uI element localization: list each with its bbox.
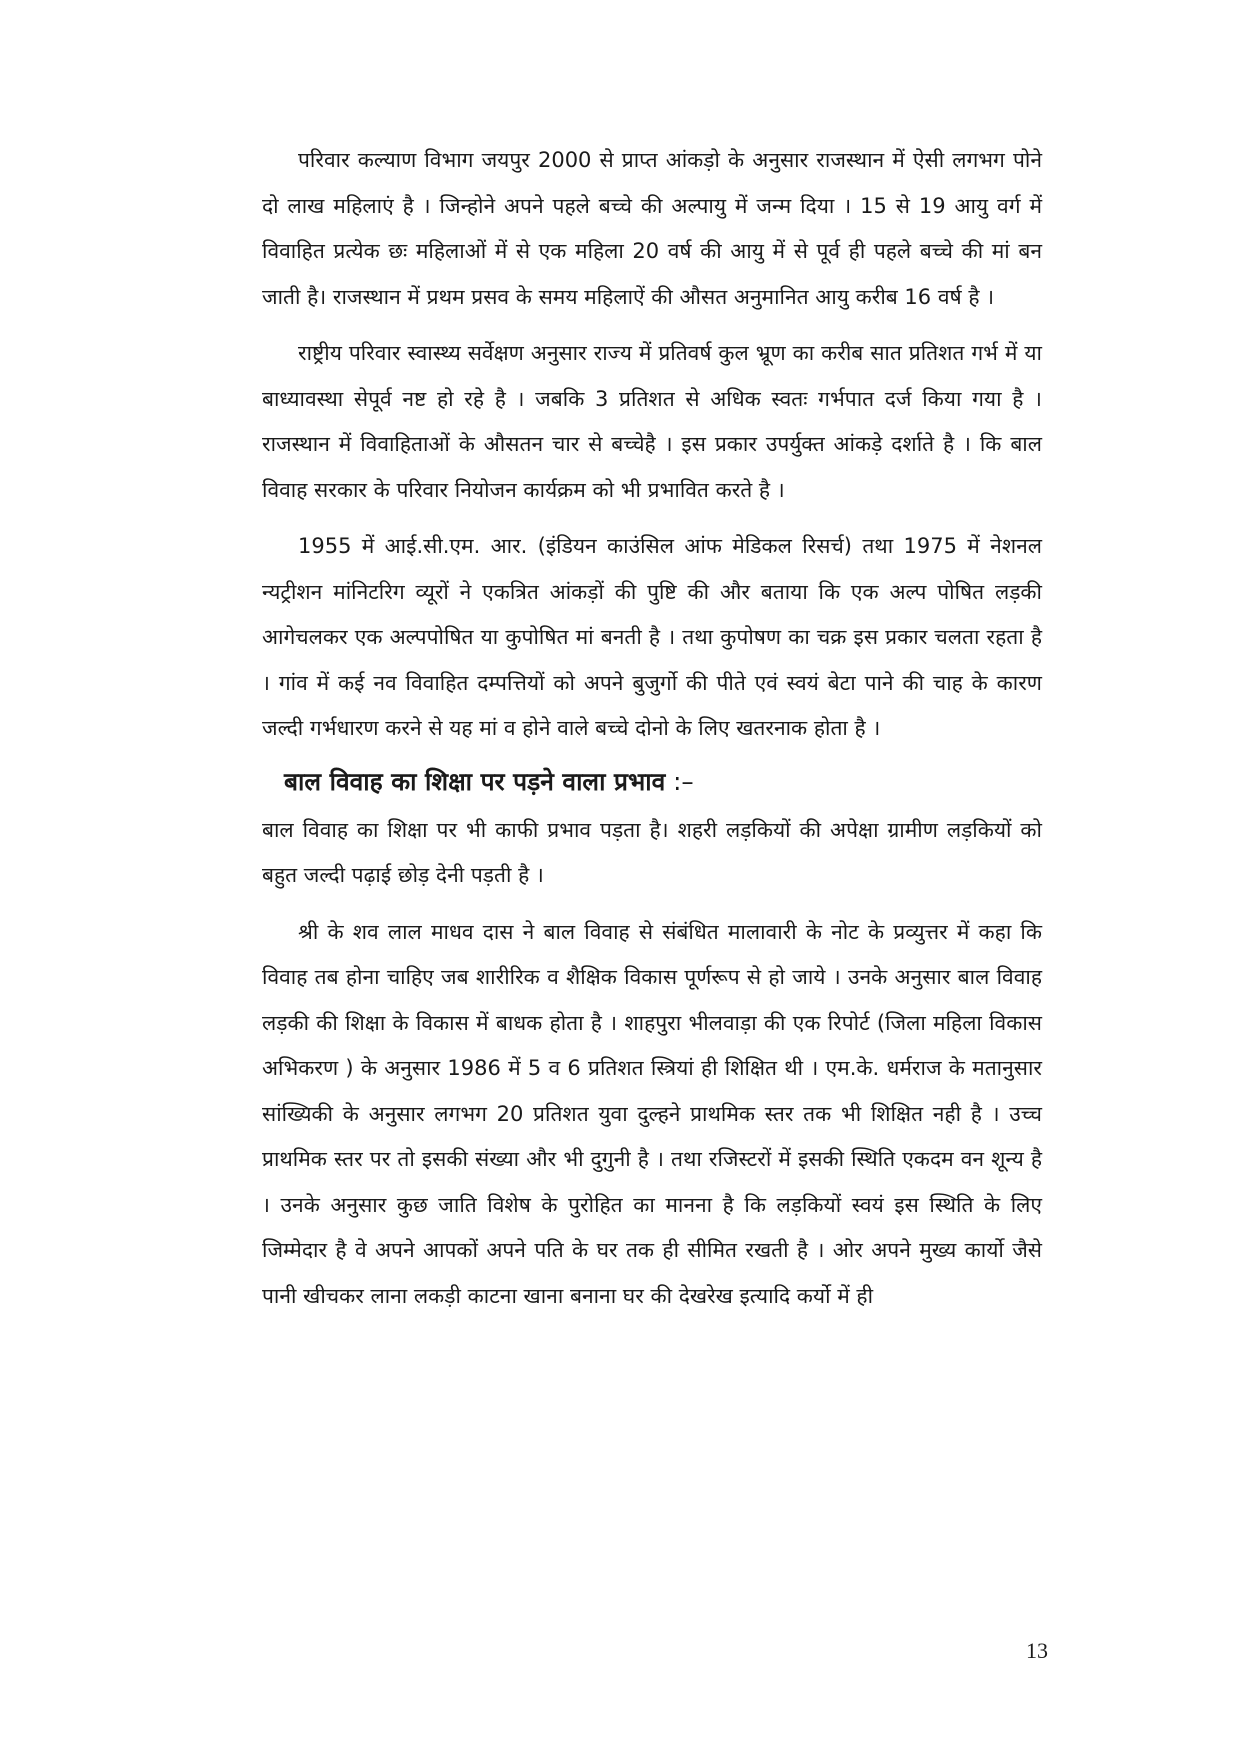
page-number: 13 xyxy=(1026,1638,1048,1663)
page-body xyxy=(262,138,1042,1319)
section-heading xyxy=(262,759,1042,804)
paragraph-education-impact: बाल विवाह का शिक्षा पर भी काफी प्रभाव पड़ता है। शहरी लड़कियों की अपेक्षा ग्रामीण लड़कियों को बहुत जल्दी पढ़ाई छोड़ देनी पड़ती है । xyxy=(262,817,1042,887)
paragraph-keshavlal-report: श्री के शव लाल माधव दास ने बाल विवाह से संबंधित मालावारी के नोट के प्रव्युत्तर में कहा कि विवाह तब होना चाहिए जब शारीरिक व शैक्षिक विकास पूर्णरूप से हो जाये । उनके अनुसार बाल विवाह लड़की की शिक्षा के विकास में बाधक होता है । शाहपुरा भीलवाड़ा की एक रिपोर्ट (जिला महिला विकास अभिकरण ) के अनुसार 1986 में 5 व 6 प्रतिशत स्त्रियां ही शिक्षित थी । एम.के. धर्मराज के मतानुसार सांख्यिकी के अनुसार लगभग 20 प्रतिशत युवा दुल्हने प्राथमिक स्तर तक भी शिक्षित नही है । उच्च प्राथमिक स्तर पर तो इसकी संख्या और भी दुगुनी है । तथा रजिस्टरों में इसकी स्थिति एकदम वन शून्य है । उनके अनुसार कुछ जाति विशेष के पुरोहित का मानना है कि लड़कियों स्वयं इस स्थिति के लिए जिम्मेदार है वे अपने आपकों अपने पति के घर तक ही सीमित रखती है । ओर अपने मुख्य कार्यो जैसे पानी खीचकर लाना लकड़ी काटना खाना बनाना घर की देखरेख इत्यादि कर्यो में ही xyxy=(262,919,1042,1308)
paragraph-icmr-nutrition: 1955 में आई.सी.एम. आर. (इंडियन काउंसिल आंफ मेडिकल रिसर्च) तथा 1975 में नेशनल न्यट्रीशन मांनिटरिग व्यूरों ने एकत्रित आंकड़ों की पुष्टि की और बताया कि एक अल्प पोषित लड़की आगेचलकर एक अल्पपोषित या कुपोषित मां बनती है । तथा कुपोषण का चक्र इस प्रकार चलता रहता है । गांव में कई नव विवाहित दम्पत्तियों को अपने बुजुर्गो की पीते एवं स्वयं बेटा पाने की चाह के कारण जल्दी गर्भधारण करने से यह मां व होने वाले बच्चे दोनो के लिए खतरनाक होता है । xyxy=(262,534,1042,740)
paragraph-family-welfare-data: परिवार कल्याण विभाग जयपुर 2000 से प्राप्त आंकड़ो के अनुसार राजस्थान में ऐसी लगभग पोने दो लाख महिलाएं है । जिन्होने अपने पहले बच्चे की अल्पायु में जन्म दिया । 15 से 19 आयु वर्ग में विवाहित प्रत्येक छः महिलाओं में से एक महिला 20 वर्ष की आयु में से पूर्व ही पहले बच्चे की मां बन जाती है। राजस्थान में प्रथम प्रसव के समय महिलाऐं की औसत अनुमानित आयु करीब 16 वर्ष है । xyxy=(262,148,1042,309)
section-heading-suffix: :– xyxy=(665,766,694,796)
section-heading-text: बाल विवाह का शिक्षा पर पड़ने वाला प्रभाव xyxy=(284,766,666,796)
paragraph-health-survey: राष्ट्रीय परिवार स्वास्थ्य सर्वेक्षण अनुसार राज्य में प्रतिवर्ष कुल भ्रूण का करीब सात प्रतिशत गर्भ में या बाध्यावस्था सेपूर्व नष्ट हो रहे है । जबकि 3 प्रतिशत से अधिक स्वतः गर्भपात दर्ज किया गया है । राजस्थान में विवाहिताओं के औसतन चार से बच्चेहै । इस प्रकार उपर्युक्त आंकड़े दर्शाते है । कि बाल विवाह सरकार के परिवार नियोजन कार्यक्रम को भी प्रभावित करते है । xyxy=(262,341,1042,502)
